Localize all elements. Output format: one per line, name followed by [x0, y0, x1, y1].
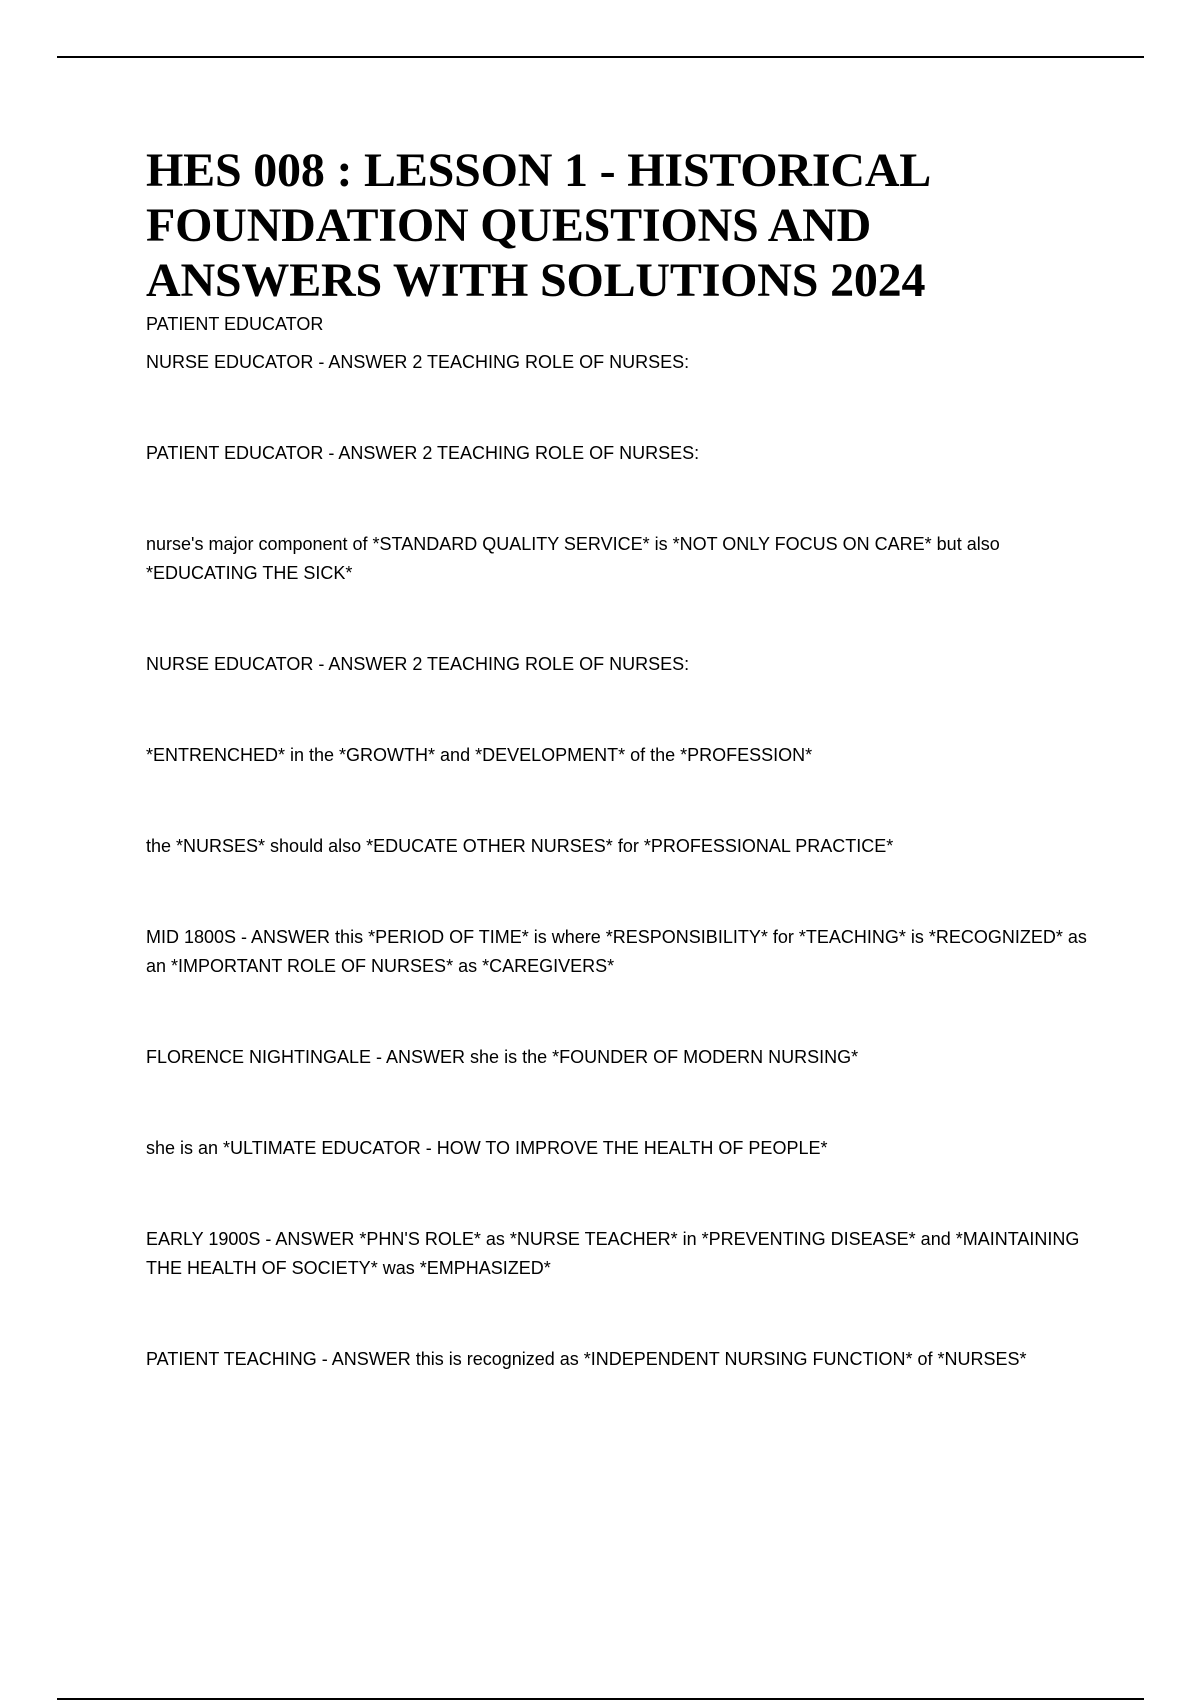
qa-entry: the *NURSES* should also *EDUCATE OTHER NURSES* for *PROFESSIONAL PRACTICE* [146, 836, 894, 856]
qa-entry: NURSE EDUCATOR - ANSWER 2 TEACHING ROLE OF NURSES: [146, 654, 690, 674]
qa-entry: MID 1800S - ANSWER this *PERIOD OF TIME* is where *RESPONSIBILITY* for *TEACHING* is *RECOGNIZED* as an *IMPORTANT ROLE OF NURSES* as *CAREGIVERS* [146, 927, 1087, 976]
qa-entry: NURSE EDUCATOR - ANSWER 2 TEACHING ROLE OF NURSES: [146, 352, 690, 372]
qa-entry: *ENTRENCHED* in the *GROWTH* and *DEVELOPMENT* of the *PROFESSION* [146, 745, 813, 765]
qa-list [146, 348, 1091, 1374]
document-subtitle: PATIENT EDUCATOR [146, 314, 324, 334]
qa-entry: nurse's major component of *STANDARD QUALITY SERVICE* is *NOT ONLY FOCUS ON CARE* but also *EDUCATING THE SICK* [146, 534, 1000, 583]
top-divider [57, 56, 1144, 58]
qa-entry: PATIENT EDUCATOR - ANSWER 2 TEACHING ROLE OF NURSES: [146, 443, 700, 463]
document-body [146, 143, 1091, 1374]
qa-entry: she is an *ULTIMATE EDUCATOR - HOW TO IMPROVE THE HEALTH OF PEOPLE* [146, 1138, 828, 1158]
qa-entry: FLORENCE NIGHTINGALE - ANSWER she is the *FOUNDER OF MODERN NURSING* [146, 1047, 859, 1067]
qa-entry: EARLY 1900S - ANSWER *PHN'S ROLE* as *NURSE TEACHER* in *PREVENTING DISEASE* and *MAINTAINING THE HEALTH OF SOCIETY* was *EMPHASIZED* [146, 1229, 1080, 1278]
qa-entry: PATIENT TEACHING - ANSWER this is recognized as *INDEPENDENT NURSING FUNCTION* of *NURSES* [146, 1349, 1027, 1369]
document-title: HES 008 : LESSON 1 - HISTORICAL FOUNDATION QUESTIONS AND ANSWERS WITH SOLUTIONS 2024 [146, 144, 929, 307]
